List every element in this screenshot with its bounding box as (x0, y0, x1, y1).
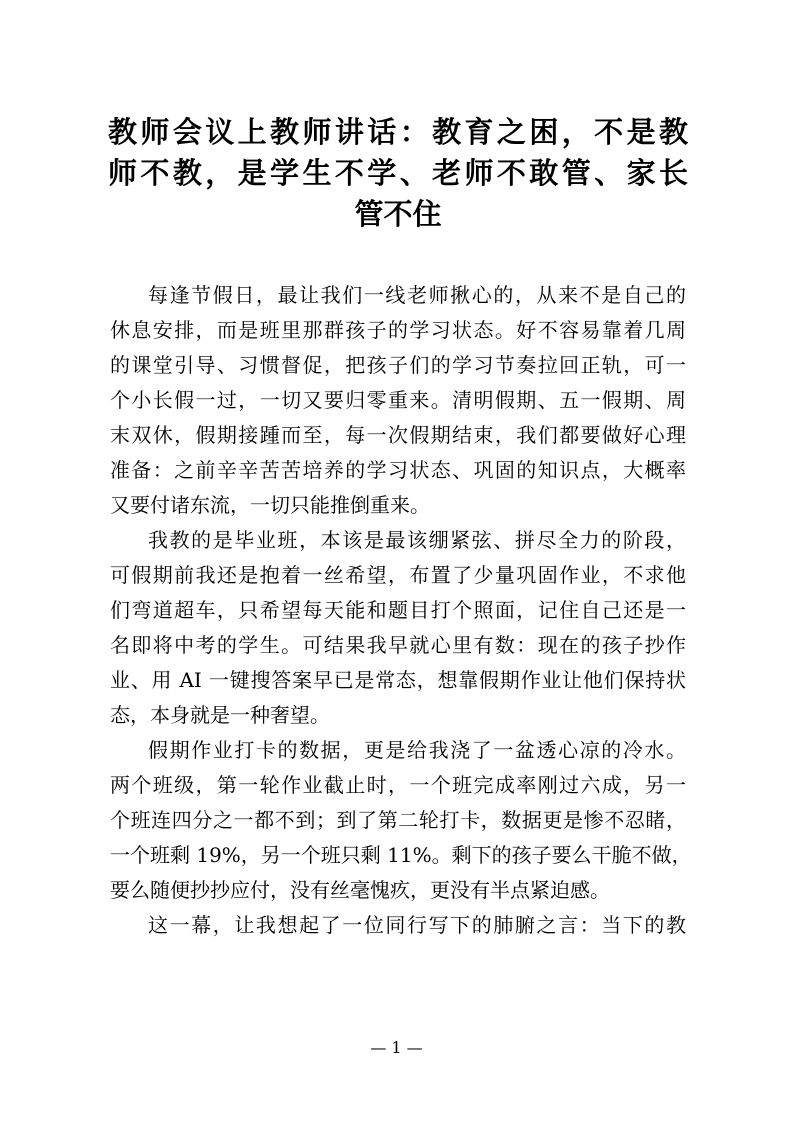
paragraph-line: 每逢节假日，最让我们一线老师揪心的，从来不是自己的 (148, 283, 686, 307)
paragraph-line: 态，本身就是一种奢望。 (110, 703, 330, 727)
title-line: 教师会议上教师讲话：教育之困，不是教 (108, 115, 688, 149)
paragraph-line: 个小长假一过，一切又要归零重来。清明假期、五一假期、周 (110, 388, 686, 412)
paragraph-line: 假期作业打卡的数据，更是给我浇了一盆透心凉的冷水。 (148, 738, 686, 762)
page-number: — 1 — (370, 1038, 423, 1057)
paragraph-line: 我教的是毕业班，本该是最该绷紧弦、拼尽全力的阶段， (148, 528, 686, 552)
paragraph-line: 们弯道超车，只希望每天能和题目打个照面，记住自己还是一 (110, 598, 686, 622)
paragraph (110, 733, 692, 908)
paragraph (110, 278, 686, 523)
paragraph-line: 两个班级，第一轮作业截止时，一个班完成率刚过六成，另一 (110, 773, 686, 797)
paragraph-line: 个班连四分之一都不到；到了第二轮打卡，数据更是惨不忍睹， (110, 808, 686, 832)
paragraph-line: 可假期前我还是抱着一丝希望，布置了少量巩固作业，不求他 (110, 563, 686, 587)
paragraph-line: 又要付诸东流，一切只能推倒重来。 (110, 493, 430, 517)
paragraph-line: 要么随便抄抄应付，没有丝毫愧疚，更没有半点紧迫感。 (110, 878, 610, 902)
paragraph (110, 523, 686, 733)
paragraph (110, 908, 686, 943)
document-body (110, 278, 692, 943)
paragraph-line: 这一幕，让我想起了一位同行写下的肺腑之言：当下的教 (148, 913, 686, 937)
title-line: 师不教，是学生不学、老师不敢管、家长 (108, 156, 688, 190)
paragraph-line: 名即将中考的学生。可结果我早就心里有数：现在的孩子抄作 (110, 633, 686, 657)
paragraph-line: 业、用 AI 一键搜答案早已是常态，想靠假期作业让他们保持状 (110, 668, 686, 692)
paragraph-line: 准备：之前辛辛苦苦培养的学习状态、巩固的知识点，大概率 (110, 458, 686, 482)
title-line: 管不住 (354, 197, 442, 231)
paragraph-line: 末双休，假期接踵而至，每一次假期结束，我们都要做好心理 (110, 423, 686, 447)
paragraph-line: 的课堂引导、习惯督促，把孩子们的学习节奏拉回正轨，可一 (110, 353, 686, 377)
document-title (108, 112, 688, 235)
paragraph-line: 一个班剩 19%，另一个班只剩 11%。剩下的孩子要么干脆不做， (110, 843, 692, 867)
paragraph-line: 休息安排，而是班里那群孩子的学习状态。好不容易靠着几周 (110, 318, 686, 342)
